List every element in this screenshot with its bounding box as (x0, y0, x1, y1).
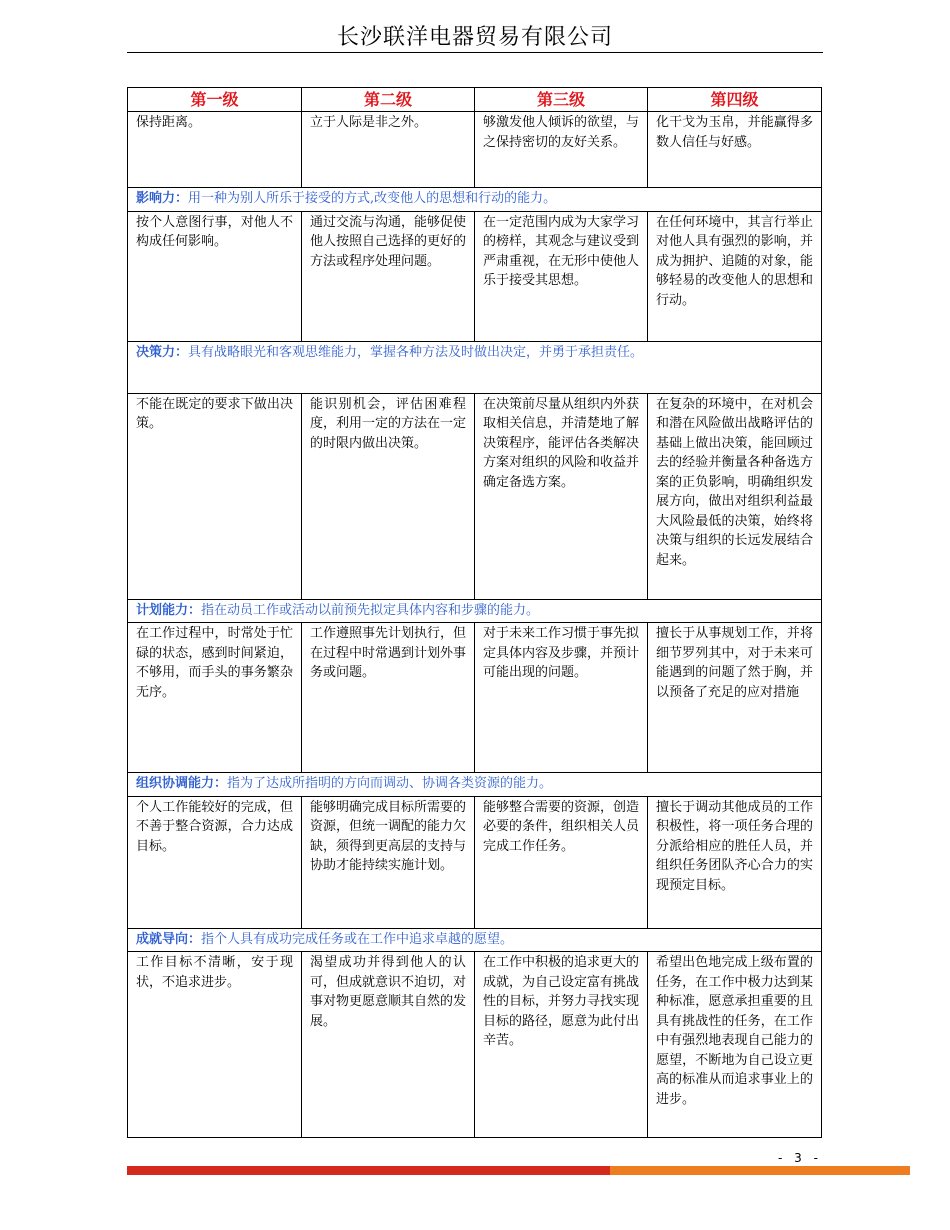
table-cell: 擅长于调动其他成员的工作积极性，将一项任务合理的分派给相应的胜任人员，并组织任务团队齐心合力的实现预定目标。 (648, 796, 822, 928)
table-cell: 按个人意图行事，对他人不构成任何影响。 (128, 211, 302, 341)
table-cell: 希望出色地完成上级布置的任务，在工作中极力达到某种标准，愿意承担重要的且具有挑战性的任务，在工作中有强烈地表现自己能力的愿望，不断地为自己设立更高的标准从而追求事业上的进步。 (648, 952, 822, 1138)
table-cell: 擅长于从事规划工作，并将细节罗列其中，对于未来可能遇到的问题了然于胸，并以预备了充足的应对措施 (648, 623, 822, 773)
section-heading-row (128, 341, 822, 393)
section-description: 用一种为别人所乐于接受的方式,改变他人的思想和行动的能力。 (188, 191, 557, 206)
section-description: 指为了达成所指明的方向而调动、协调各类资源的能力。 (227, 776, 553, 791)
table-row (128, 211, 822, 341)
header-rule (127, 52, 823, 53)
table-row (128, 623, 822, 773)
section-name: 成就导向： (136, 931, 202, 947)
table-cell: 在决策前尽量从组织内外获取相关信息，并清楚地了解决策程序，能评估各类解决方案对组织的风险和收益并确定备选方案。 (475, 393, 648, 599)
table-cell: 工作目标不清晰，安于现状，不追求进步。 (128, 952, 302, 1138)
table-cell: 通过交流与沟通，能够促使他人按照自己选择的更好的方法或程序处理问题。 (302, 211, 475, 341)
section-name: 计划能力： (136, 602, 202, 618)
table-row (128, 952, 822, 1138)
table-cell: 能识别机会，评估困难程度，利用一定的方法在一定的时限内做出决策。 (302, 393, 475, 599)
section-heading-row (128, 188, 822, 212)
column-header-row (128, 88, 822, 112)
table-cell: 能够明确完成目标所需要的资源，但统一调配的能力欠缺，须得到更高层的支持与协助才能持续实施计划。 (302, 796, 475, 928)
table-cell: 够激发他人倾诉的欲望，与之保持密切的友好关系。 (475, 112, 648, 188)
table-cell: 在任何环境中，其言行举止对他人具有强烈的影响，并成为拥护、追随的对象，能够轻易的改变他人的思想和行动。 (648, 211, 822, 341)
section-name: 影响力： (136, 191, 189, 206)
table-cell: 在一定范围内成为大家学习的榜样，其观念与建议受到严肃重视，在无形中使他人乐于接受其思想。 (475, 211, 648, 341)
table-cell: 工作遵照事先计划执行，但在过程中时常遇到计划外事务或问题。 (302, 623, 475, 773)
column-header-level-4: 第四级 (648, 88, 822, 112)
section-name: 组织协调能力： (136, 776, 228, 791)
footer-bar-orange (610, 1166, 910, 1175)
section-heading (128, 341, 822, 393)
competency-table (127, 87, 822, 1138)
section-heading (128, 928, 822, 952)
table-cell: 在工作中积极的追求更大的成就，为自己设定富有挑战性的目标，并努力寻找实现目标的路径，愿意为此付出辛苦。 (475, 952, 648, 1138)
table-cell: 个人工作能较好的完成，但不善于整合资源，合力达成目标。 (128, 796, 302, 928)
section-heading (128, 188, 822, 212)
section-heading-row (128, 773, 822, 797)
table-row (128, 393, 822, 599)
table-cell: 对于未来工作习惯于事先拟定具体内容及步骤，并预计可能出现的问题。 (475, 623, 648, 773)
column-header-level-2: 第二级 (302, 88, 475, 112)
document-header-title: 长沙联洋电器贸易有限公司 (336, 25, 613, 50)
section-heading (128, 773, 822, 797)
section-description: 指个人具有成功完成任务或在工作中追求卓越的愿望。 (201, 931, 514, 947)
table-cell: 化干戈为玉帛，并能赢得多数人信任与好感。 (648, 112, 822, 188)
table-cell: 渴望成功并得到他人的认可，但成就意识不迫切，对事对物更愿意顺其自然的发展。 (302, 952, 475, 1138)
section-name: 决策力： (136, 344, 189, 360)
section-description: 具有战略眼光和客观思维能力，掌握各种方法及时做出决定，并勇于承担责任。 (188, 344, 644, 360)
section-heading-row (128, 928, 822, 952)
column-header-level-1: 第一级 (128, 88, 302, 112)
table-cell: 能够整合需要的资源，创造必要的条件，组织相关人员完成工作任务。 (475, 796, 648, 928)
table-row (128, 796, 822, 928)
table-row (128, 112, 822, 188)
table-cell: 立于人际是非之外。 (302, 112, 475, 188)
table-cell: 不能在既定的要求下做出决策。 (128, 393, 302, 599)
table-cell: 保持距离。 (128, 112, 302, 188)
footer-bar-red (127, 1166, 610, 1175)
section-heading-row (128, 599, 822, 623)
section-heading (128, 599, 822, 623)
table-cell: 在复杂的环境中，在对机会和潜在风险做出战略评估的基础上做出决策，能回顾过去的经验并衡量各种备选方案的正负影响，明确组织发展方向，做出对组织利益最大风险最低的决策，始终将决策与组织的长远发展结合起来。 (648, 393, 822, 599)
table-cell: 在工作过程中，时常处于忙碌的状态，感到时间紧迫，不够用，而手头的事务繁杂无序。 (128, 623, 302, 773)
section-description: 指在动员工作或活动以前预先拟定具体内容和步骤的能力。 (201, 602, 540, 618)
page-number: - 3 - (778, 1151, 822, 1165)
column-header-level-3: 第三级 (475, 88, 648, 112)
